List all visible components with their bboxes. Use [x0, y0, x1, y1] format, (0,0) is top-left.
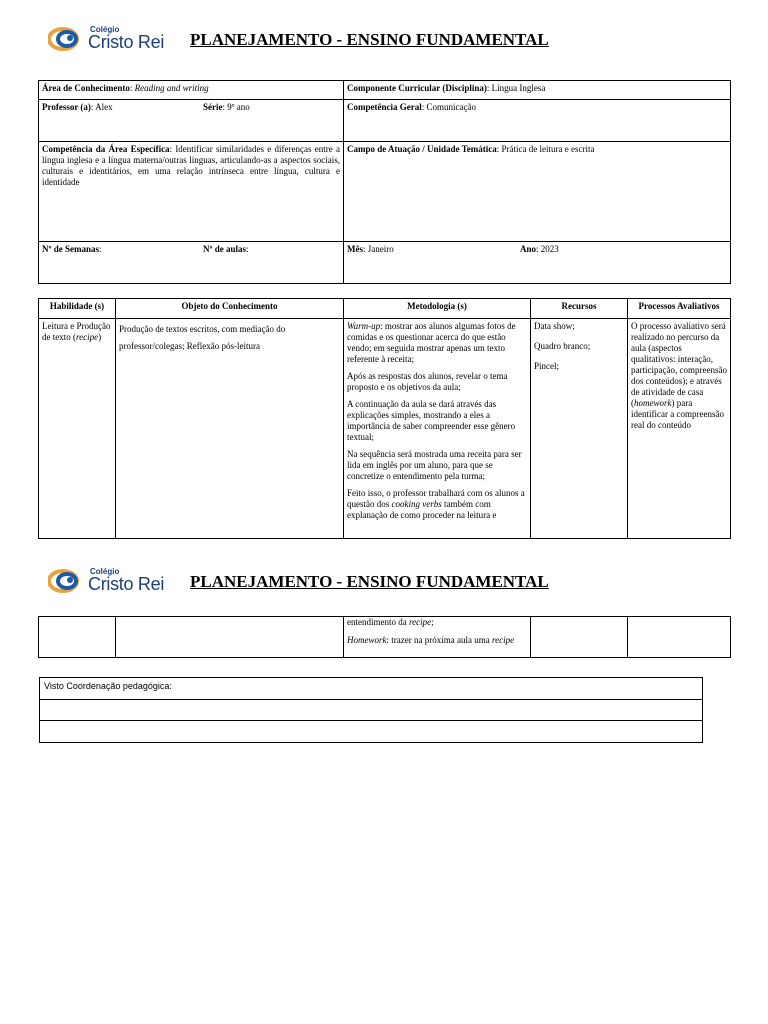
cont-line1-b: ; — [431, 617, 434, 627]
comp-geral-cell: Competência Geral: Comunicação — [344, 100, 731, 142]
avaliativos-a: O processo avaliativo será realizado no percurso da aula (aspectos qualitativos: interação, participação, compreensão dos conteúdos); e através de atividade de casa ( — [631, 321, 727, 408]
campo-value: Prática de leitura e escrita — [501, 144, 595, 154]
comp-especifica-value: Identificar similaridades e diferenças entre a língua inglesa e a língua materna/outras línguas, articulando-as a aspectos sociais, culturais e identitários, em uma relação intrínseca entre língua, cultura e identidade — [42, 144, 340, 187]
continuation-table — [38, 616, 731, 658]
componente-label: Componente Curricular (Disciplina) — [347, 83, 487, 93]
comp-especifica-cell: Competência da Área Específica: Identificar similaridades e diferenças entre a língua inglesa e a língua materna/outras línguas, articulando-as a aspectos sociais, culturais e identitários, em uma relação intrínseca entre língua, cultura e identidade — [39, 142, 344, 242]
area-label: Área de Conhecimento — [42, 83, 130, 93]
avaliativos-b: ) para identificar a compreensão real do conteúdo — [631, 398, 724, 430]
recursos-cell — [531, 319, 628, 539]
metodologia-5-em: cooking verbs — [391, 499, 442, 509]
page-title-2: PLANEJAMENTO - ENSINO FUNDAMENTAL — [190, 572, 549, 591]
comp-geral-label: Competência Geral — [347, 102, 422, 112]
school-logo — [48, 566, 188, 600]
header-recursos: Recursos — [531, 299, 628, 319]
logo-small-text: Colégio — [90, 25, 120, 34]
metodologia-4: Na sequência será mostrada uma receita para ser lida em inglês por um aluno, para que se concretize o entendimento pela turma; — [347, 449, 522, 481]
visto-empty-row — [40, 700, 703, 721]
recurso-item: Data show; — [534, 321, 575, 331]
professor-cell: Professor (a): Alex Série: 9º ano — [39, 100, 344, 142]
metodologia-2: Após as respostas dos alunos, revelar o tema proposto e os objetivos da aula; — [347, 371, 508, 392]
campo-cell: Campo de Atuação / Unidade Temática: Prática de leitura e escrita — [344, 142, 731, 242]
info-table — [38, 80, 731, 284]
header-objeto: Objeto do Conhecimento — [116, 299, 344, 319]
comp-especifica-label: Competência da Área Específica — [42, 144, 170, 154]
ano-label: Ano — [520, 244, 537, 254]
cont-line2-em: Homework — [347, 635, 387, 645]
cont-line2-a: : trazer na próxima aula uma — [386, 635, 492, 645]
logo-big-text: Cristo Rei — [88, 574, 165, 594]
professor-label: Professor (a) — [42, 102, 91, 112]
page-header — [48, 24, 688, 64]
visto-label: Visto Coordenação pedagógica: — [44, 681, 172, 691]
ano-value: 2023 — [540, 244, 559, 254]
warmup-em: Warm-up — [347, 321, 381, 331]
habilidade-em: recipe — [76, 332, 99, 342]
habilidade-cell: Leitura e Produção de texto (recipe) — [39, 319, 116, 539]
page-header-2 — [48, 566, 688, 606]
cont-cell-5 — [628, 617, 731, 658]
professor-value: Alex — [95, 102, 113, 112]
cont-cell-2 — [116, 617, 344, 658]
cont-cell-1 — [39, 617, 116, 658]
visto-empty-row — [40, 721, 703, 743]
metodologia-5a: Feito isso, o professor trabalhará com os alunos a questão dos — [347, 488, 525, 509]
school-logo — [48, 24, 188, 58]
metodologia-cell — [344, 319, 531, 539]
serie-value: 9º ano — [227, 102, 250, 112]
componente-value: Língua Inglesa — [491, 83, 546, 93]
metodologia-3: A continuação da aula se dará através das explicações simples, mostrando a eles a importância de saber compreender esse gênero textual; — [347, 399, 516, 442]
avaliativos-em: homework — [634, 398, 672, 408]
page-title: PLANEJAMENTO - ENSINO FUNDAMENTAL — [190, 30, 549, 49]
logo-swirl-icon — [48, 26, 86, 52]
avaliativos-cell — [628, 319, 731, 539]
semanas-label: Nº de Semanas — [42, 244, 99, 254]
header-metodologia: Metodologia (s) — [344, 299, 531, 319]
recurso-item: Quadro branco; — [534, 341, 591, 351]
cont-line1-a: entendimento da — [347, 617, 409, 627]
cont-metodologia-cell — [344, 617, 531, 658]
logo-small-text: Colégio — [90, 567, 120, 576]
metodologia-1: : mostrar aos alunos algumas fotos de comidas e os questionar acerca do que estão vendo; em seguida mostrar apenas um texto referente à receita; — [347, 321, 516, 364]
logo-swirl-icon — [48, 568, 86, 594]
campo-label: Campo de Atuação / Unidade Temática — [347, 144, 497, 154]
mes-cell: Mês: Janeiro Ano: 2023 — [344, 242, 731, 284]
recurso-item: Pincel; — [534, 361, 559, 371]
area-value: Reading and writing — [134, 83, 209, 93]
serie-label: Série — [203, 102, 223, 112]
header-habilidade: Habilidade (s) — [39, 299, 116, 319]
mes-value: Janeiro — [367, 244, 394, 254]
mes-label: Mês — [347, 244, 363, 254]
cont-line1-em: recipe — [408, 617, 432, 627]
cont-line2-em2: recipe — [491, 635, 515, 645]
habilidade-text: Leitura e Produção de texto — [42, 321, 111, 342]
area-cell: Área de Conhecimento: Reading and writing — [39, 81, 344, 100]
metodologia-5b: também com explanação de como proceder na leitura e — [347, 499, 497, 520]
visto-label-cell — [40, 678, 703, 700]
comp-geral-value: Comunicação — [426, 102, 476, 112]
semanas-cell: Nº de Semanas: Nº de aulas: — [39, 242, 344, 284]
cont-cell-4 — [531, 617, 628, 658]
logo-big-text: Cristo Rei — [88, 32, 165, 52]
componente-cell: Componente Curricular (Disciplina): Língua Inglesa — [344, 81, 731, 100]
header-avaliativos: Processos Avaliativos — [628, 299, 731, 319]
objeto-cell — [116, 319, 344, 539]
plan-table — [38, 298, 731, 539]
visto-table — [39, 677, 703, 743]
objeto-text: Produção de textos escritos, com mediação do professor/colegas; Reflexão pós-leitura — [119, 324, 286, 351]
aulas-label: Nº de aulas — [203, 244, 246, 254]
